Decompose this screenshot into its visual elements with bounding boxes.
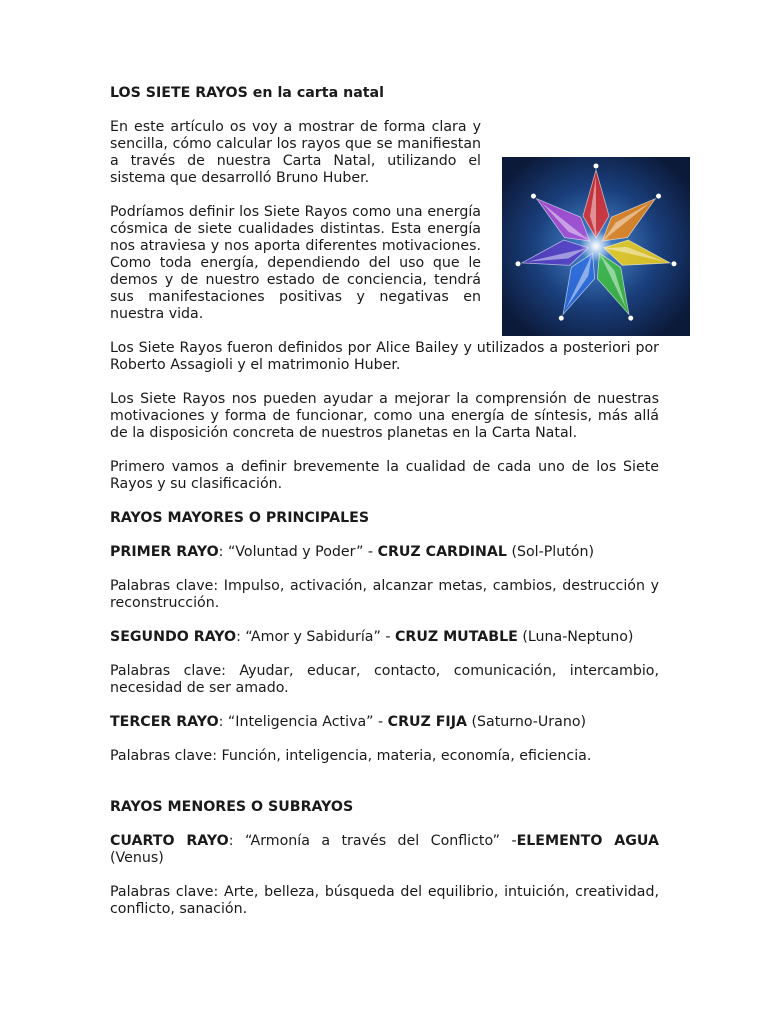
ray-planets: (Luna-Neptuno)	[517, 629, 634, 645]
ray-keywords: Palabras clave: Función, inteligencia, materia, economía, eficiencia.	[110, 748, 592, 764]
body-paragraph: Los Siete Rayos nos pueden ayudar a mejorar la comprensión de nuestras motivaciones y forma de funcionar, como una energía de síntesis, más allá de la disposición concreta de nuestros planetas en la Carta Natal.	[110, 391, 659, 441]
intro-paragraph: Podríamos definir los Siete Rayos como una energía cósmica de siete cualidades distintas. Esta energía nos atraviesa y nos aporta diferentes motivaciones. Como toda energía, dependiendo del uso que le demos y de nuestro estado de conciencia, tendrá sus manifestaciones positivas y negativas en nuestra vida.	[110, 204, 481, 322]
ray-keywords: Palabras clave: Impulso, activación, alcanzar metas, cambios, destrucción y reconstrucción.	[110, 578, 659, 611]
ray-keywords: Palabras clave: Ayudar, educar, contacto, comunicación, intercambio, necesidad de ser amado.	[110, 663, 659, 696]
ray-planets: (Venus)	[110, 850, 164, 866]
ray-title-line	[110, 714, 659, 731]
ray-name: TERCER RAYO	[110, 714, 219, 730]
ray-cross: CRUZ MUTABLE	[394, 629, 518, 645]
ray-cross: CRUZ FIJA	[387, 714, 467, 730]
section-heading-minor: RAYOS MENORES O SUBRAYOS	[110, 799, 354, 815]
ray-planets: (Sol-Plutón)	[506, 544, 594, 560]
spacer	[110, 782, 659, 799]
ray-title-line	[110, 629, 659, 646]
section-heading-major: RAYOS MAYORES O PRINCIPALES	[110, 510, 370, 526]
body-paragraph: Los Siete Rayos fueron definidos por Alice Bailey y utilizados a posteriori por Roberto Assagioli y el matrimonio Huber.	[110, 340, 659, 373]
intro-section	[110, 119, 659, 323]
ray-planets: (Saturno-Urano)	[466, 714, 587, 730]
ray-title-line	[110, 544, 659, 561]
ray-quality: : “Armonía a través del Conflicto” -	[228, 833, 517, 849]
ray-title-line	[110, 833, 659, 867]
seven-rays-crystal-image	[502, 157, 690, 336]
ray-quality: : “Voluntad y Poder” -	[218, 544, 378, 560]
ray-name: SEGUNDO RAYO	[110, 629, 237, 645]
ray-quality: : “Inteligencia Activa” -	[218, 714, 388, 730]
document-page	[110, 85, 659, 935]
ray-name: PRIMER RAYO	[110, 544, 219, 560]
ray-cross: CRUZ CARDINAL	[377, 544, 507, 560]
body-paragraph: Primero vamos a definir brevemente la cualidad de cada uno de los Siete Rayos y su clasificación.	[110, 459, 659, 492]
intro-text	[110, 119, 481, 323]
ray-keywords: Palabras clave: Arte, belleza, búsqueda del equilibrio, intuición, creatividad, conflicto, sanación.	[110, 884, 659, 917]
ray-cross: ELEMENTO AGUA	[516, 833, 659, 849]
intro-paragraph: En este artículo os voy a mostrar de forma clara y sencilla, cómo calcular los rayos que se manifiestan a través de nuestra Carta Natal, utilizando el sistema que desarrolló Bruno Huber.	[110, 119, 481, 186]
ray-quality: : “Amor y Sabiduría” -	[236, 629, 395, 645]
ray-name: CUARTO RAYO	[110, 833, 229, 849]
document-title: LOS SIETE RAYOS en la carta natal	[110, 85, 384, 101]
